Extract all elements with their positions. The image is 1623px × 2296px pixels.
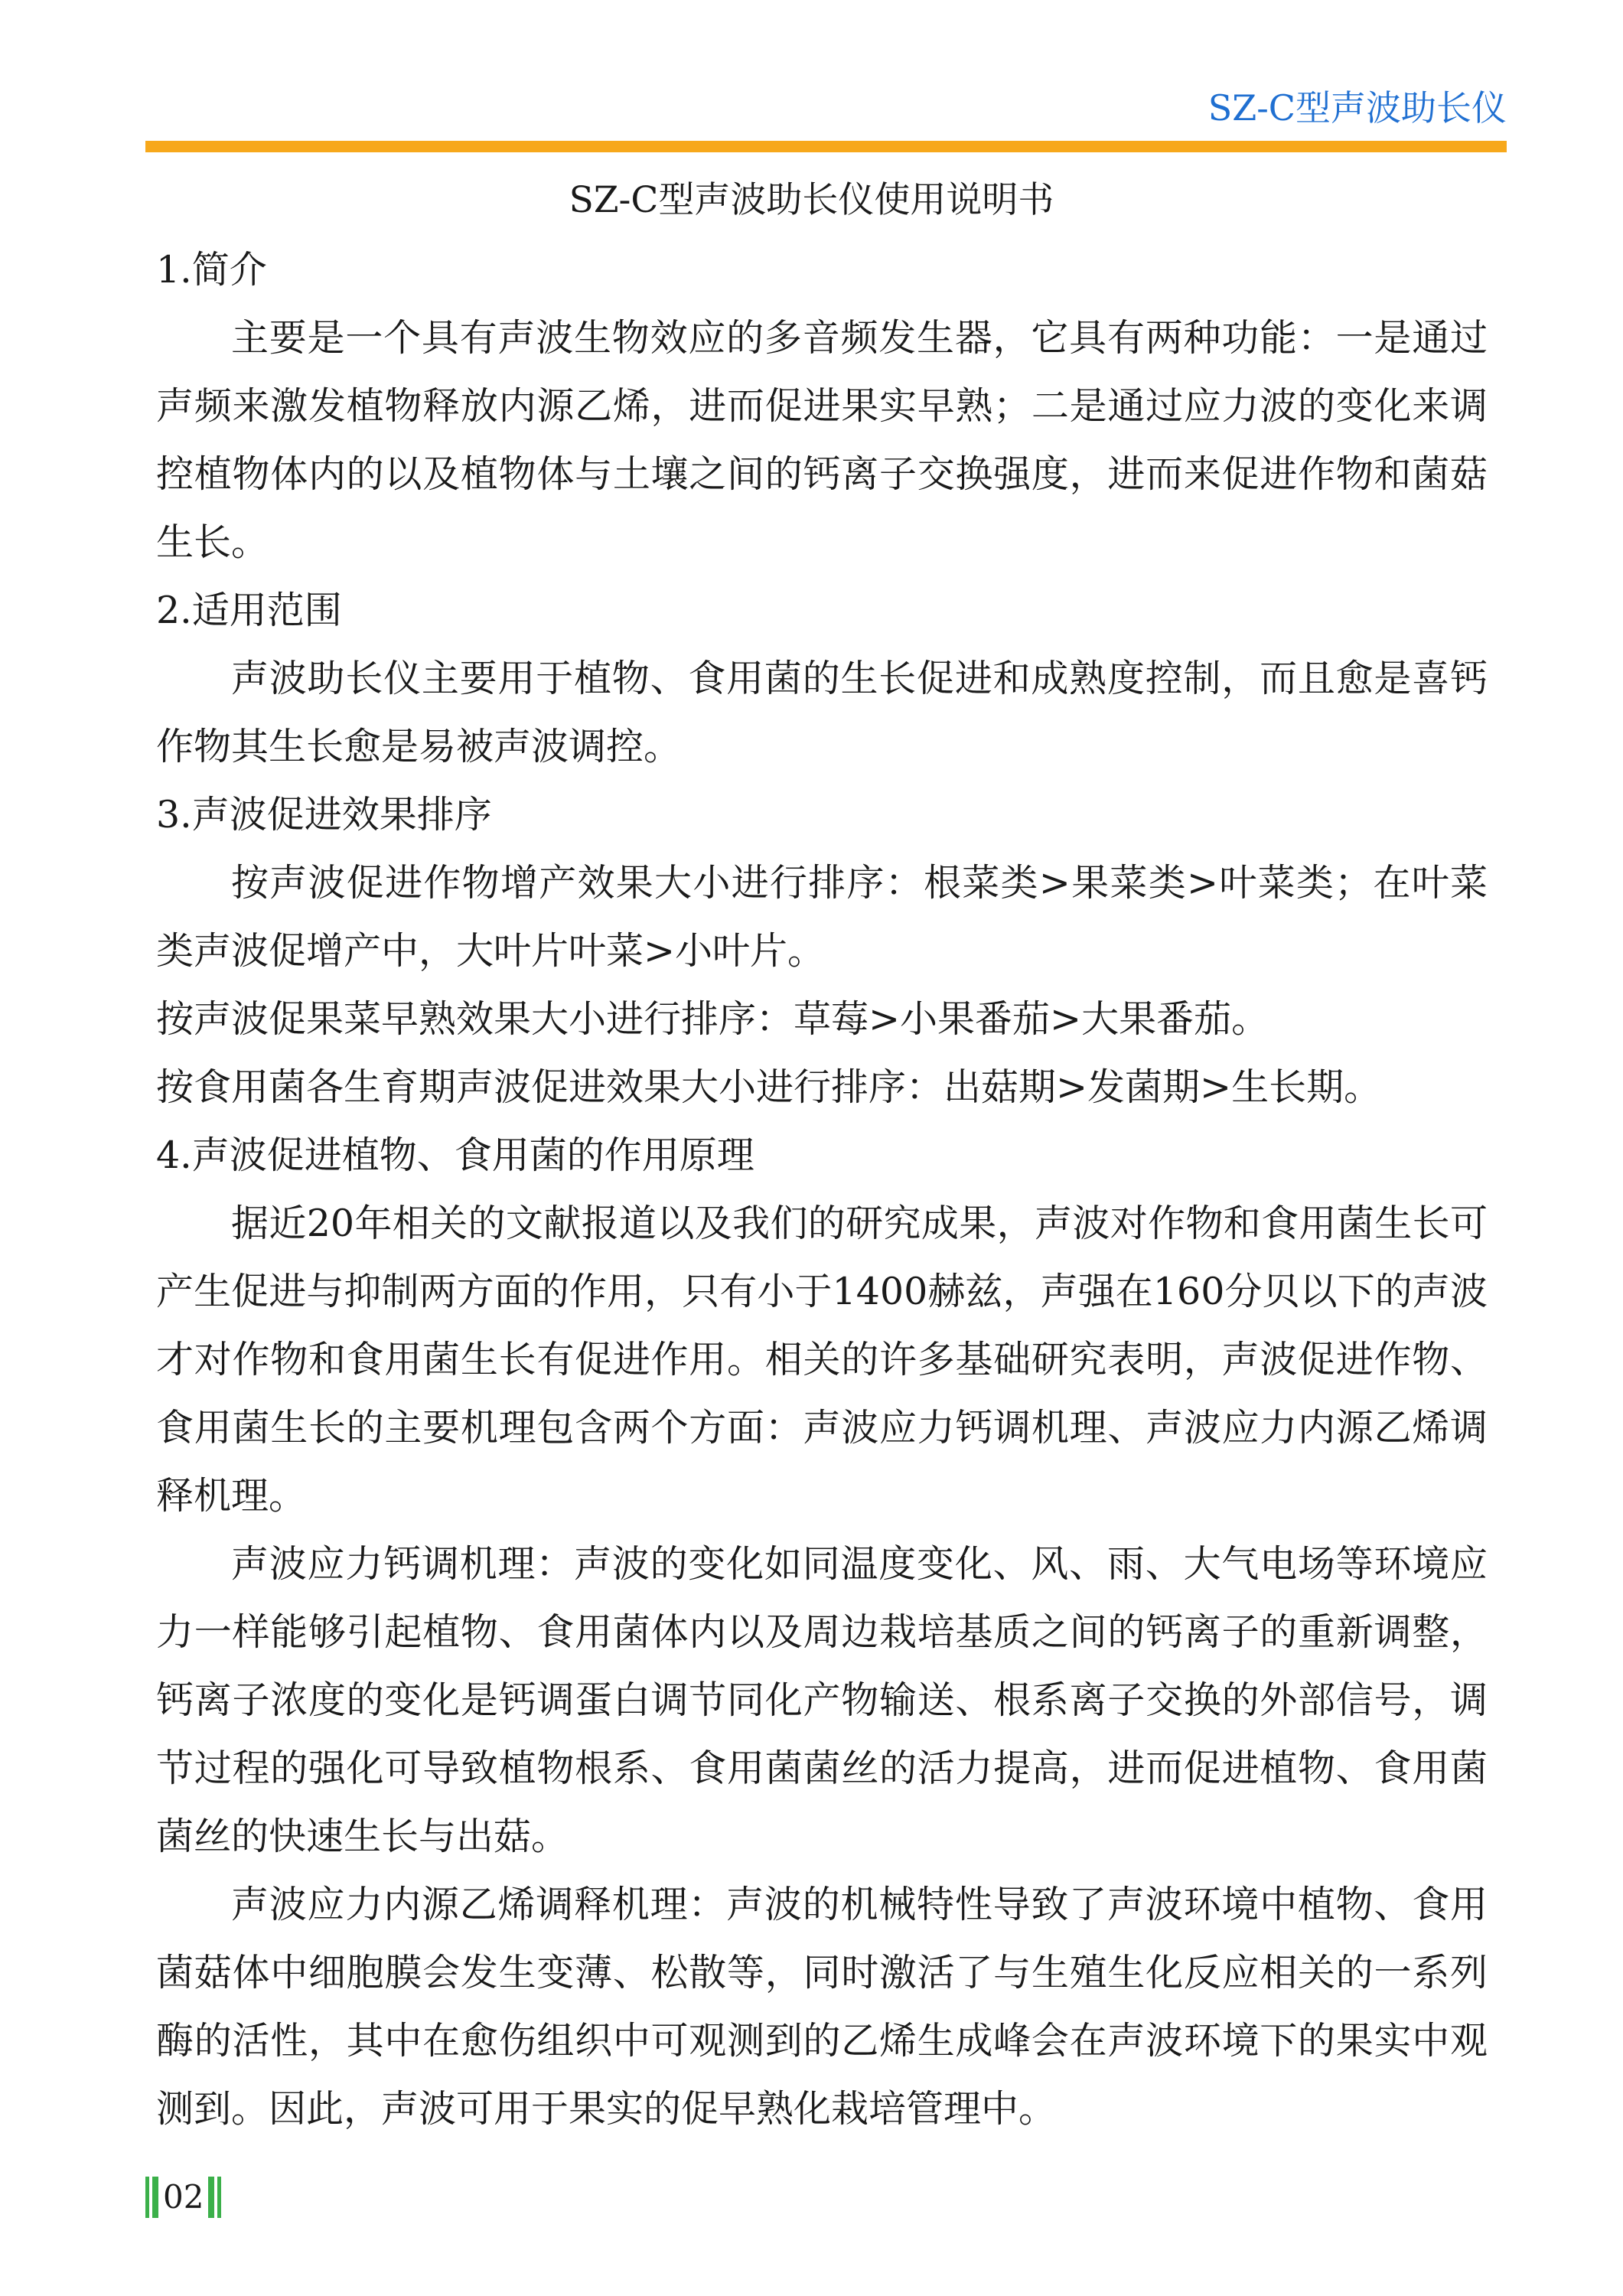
page-number: 02 bbox=[163, 2178, 204, 2216]
section-heading-mechanism: 4.声波促进植物、食用菌的作用原理 bbox=[156, 1133, 754, 1177]
mechanism-overview-paragraph: 据近20年相关的文献报道以及我们的研究成果，声波对作物和食用菌生长可产生促进与抑制两方面的作用，只有小于1400赫兹，声强在160分贝以下的声波才对作物和食用菌生长有促进作用。相关的许多基础研究表明，声波促进作物、食用菌生长的主要机理包含两个方面：声波应力钙调机理、声波应力内源乙烯调释机理。 bbox=[156, 1202, 1488, 1518]
section-heading-introduction: 1.简介 bbox=[156, 248, 267, 292]
document-title: SZ-C型声波助长仪使用说明书 bbox=[569, 179, 1054, 221]
page-footer bbox=[145, 2172, 221, 2223]
running-header-title: SZ-C型声波助长仪 bbox=[1207, 87, 1507, 129]
section-heading-scope: 2.适用范围 bbox=[156, 589, 342, 632]
mushroom-stage-ranking-line: 按食用菌各生育期声波促进效果大小进行排序：出菇期>发菌期>生长期。 bbox=[156, 1065, 1382, 1109]
calcium-mechanism-paragraph: 声波应力钙调机理：声波的变化如同温度变化、风、雨、大气电场等环境应力一样能够引起植物、食用菌体内以及周边栽培基质之间的钙离子的重新调整，钙离子浓度的变化是钙调蛋白调节同化产物输送、根系离子交换的外部信号，调节过程的强化可导致植物根系、食用菌菌丝的活力提高，进而促进植物、食用菌菌丝的快速生长与出菇。 bbox=[156, 1542, 1488, 1858]
scope-paragraph: 声波助长仪主要用于植物、食用菌的生长促进和成熟度控制，而且愈是喜钙作物其生长愈是易被声波调控。 bbox=[156, 657, 1488, 768]
footer-bar-right-outer bbox=[217, 2177, 221, 2218]
ethylene-mechanism-paragraph: 声波应力内源乙烯调释机理：声波的机械特性导致了声波环境中植物、食用菌菇体中细胞膜会发生变薄、松散等，同时激活了与生殖生化反应相关的一系列酶的活性，其中在愈伤组织中可观测到的乙烯生成峰会在声波环境下的果实中观测到。因此，声波可用于果实的促早熟化栽培管理中。 bbox=[156, 1883, 1488, 2131]
introduction-paragraph: 主要是一个具有声波生物效应的多音频发生器，它具有两种功能：一是通过声频来激发植物释放内源乙烯，进而促进果实早熟；二是通过应力波的变化来调控植物体内的以及植物体与土壤之间的钙离子交换强度，进而来促进作物和菌菇生长。 bbox=[156, 316, 1488, 564]
header-divider bbox=[145, 141, 1507, 152]
document-body bbox=[156, 236, 1488, 2143]
footer-bar-right-inner bbox=[208, 2177, 214, 2218]
footer-bar-left-inner bbox=[152, 2177, 158, 2218]
footer-bar-left-outer bbox=[145, 2177, 149, 2218]
early-ripening-ranking-line: 按声波促果菜早熟效果大小进行排序：草莓>小果番茄>大果番茄。 bbox=[156, 997, 1269, 1041]
section-heading-effect-ranking: 3.声波促进效果排序 bbox=[156, 793, 492, 837]
crop-yield-ranking-paragraph: 按声波促进作物增产效果大小进行排序：根菜类>果菜类>叶菜类；在叶菜类声波促增产中，大叶片叶菜>小叶片。 bbox=[156, 861, 1488, 973]
